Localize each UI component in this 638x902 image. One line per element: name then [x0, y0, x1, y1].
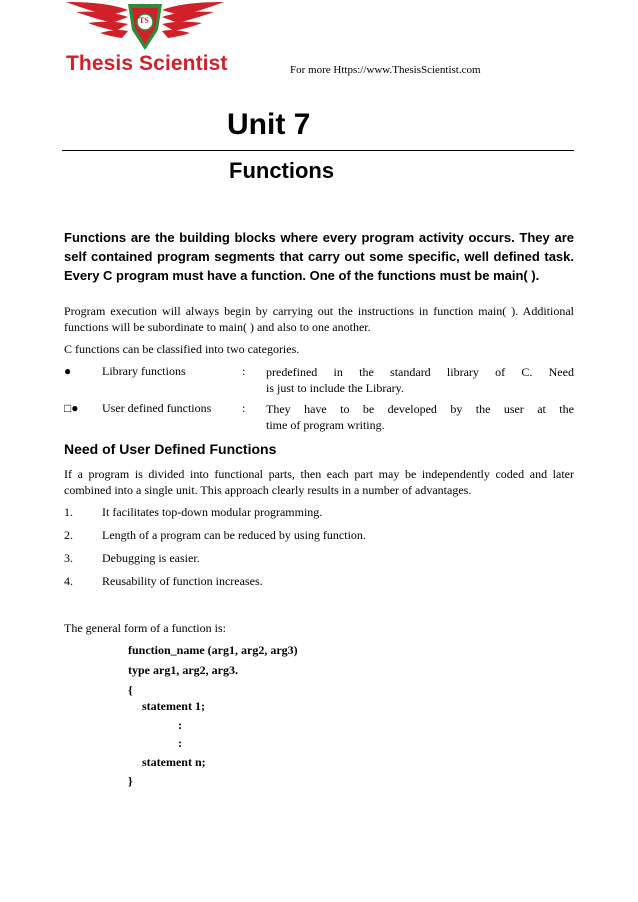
- paragraph-advantages: If a program is divided into functional parts, then each part may be independently coded and later combined into a single unit. This approach clearly results in a number of advantages.: [64, 467, 574, 497]
- unit-title: Unit 7: [227, 108, 311, 141]
- list-number: 2.: [64, 528, 73, 542]
- word: in: [333, 365, 343, 379]
- bullet-marker: ●: [64, 364, 72, 378]
- list-number: 3.: [64, 551, 73, 565]
- category-label: Library functions: [102, 364, 186, 378]
- category-description: [266, 401, 574, 433]
- title-divider: [62, 150, 574, 151]
- code-line: type arg1, arg2, arg3.: [128, 663, 238, 677]
- word: standard: [390, 365, 431, 379]
- word: C.: [521, 365, 533, 379]
- word: of: [495, 365, 506, 379]
- subtitle: Functions: [229, 158, 335, 183]
- code-line: :: [178, 736, 182, 750]
- list-number: 1.: [64, 505, 73, 519]
- word: user: [503, 402, 524, 416]
- code-line: statement n;: [142, 755, 206, 769]
- category-colon: :: [242, 364, 246, 378]
- word: Need: [548, 365, 574, 379]
- logo-monogram: TS: [139, 16, 149, 25]
- word: at: [537, 402, 546, 416]
- word: the: [559, 402, 574, 416]
- paragraph-execution: Program execution will always begin by carrying out the instructions in function main( ). Additional functions will be subordinate to main( ) and also to one another.: [64, 304, 574, 334]
- code-line: {: [128, 683, 133, 697]
- word: by: [450, 402, 463, 416]
- list-item: Length of a program can be reduced by using function.: [102, 528, 366, 542]
- intro-paragraph: Functions are the building blocks where every program activity occurs. They are self contained program segments that carry out some specific, well defined task. Every C program must have a function. One of the functions must be main( ).: [64, 230, 574, 283]
- category-label: User defined functions: [102, 401, 212, 415]
- description-line: is just to include the Library.: [266, 381, 404, 395]
- description-line: time of program writing.: [266, 418, 385, 432]
- word: have: [304, 402, 327, 416]
- code-line: function_name (arg1, arg2, arg3): [128, 643, 298, 657]
- description-line: [266, 364, 574, 380]
- general-form-label: The general form of a function is:: [64, 621, 226, 635]
- section-heading: Need of User Defined Functions: [64, 441, 277, 457]
- list-number: 4.: [64, 574, 73, 588]
- code-line: }: [128, 774, 133, 788]
- word: library: [446, 365, 479, 379]
- list-item: It facilitates top-down modular programming.: [102, 505, 323, 519]
- word: They: [266, 402, 291, 416]
- logo-emblem: [62, 0, 228, 56]
- description-line: [266, 401, 574, 417]
- code-line: statement 1;: [142, 699, 205, 713]
- code-line: :: [178, 718, 182, 732]
- category-colon: :: [242, 401, 246, 415]
- category-description: [266, 364, 574, 396]
- site-link[interactable]: For more Https://www.ThesisScientist.com: [290, 64, 481, 76]
- logo: [62, 0, 228, 80]
- bullet-marker: □●: [64, 401, 79, 415]
- word: developed: [387, 402, 437, 416]
- word: predefined: [266, 365, 318, 379]
- logo-text: Thesis Scientist: [66, 52, 228, 75]
- list-item: Debugging is easier.: [102, 551, 200, 565]
- word: the: [475, 402, 491, 416]
- word: the: [359, 365, 374, 379]
- list-item: Reusability of function increases.: [102, 574, 263, 588]
- word: be: [362, 402, 375, 416]
- word: to: [340, 402, 350, 416]
- paragraph-categories: C functions can be classified into two categories.: [64, 342, 300, 356]
